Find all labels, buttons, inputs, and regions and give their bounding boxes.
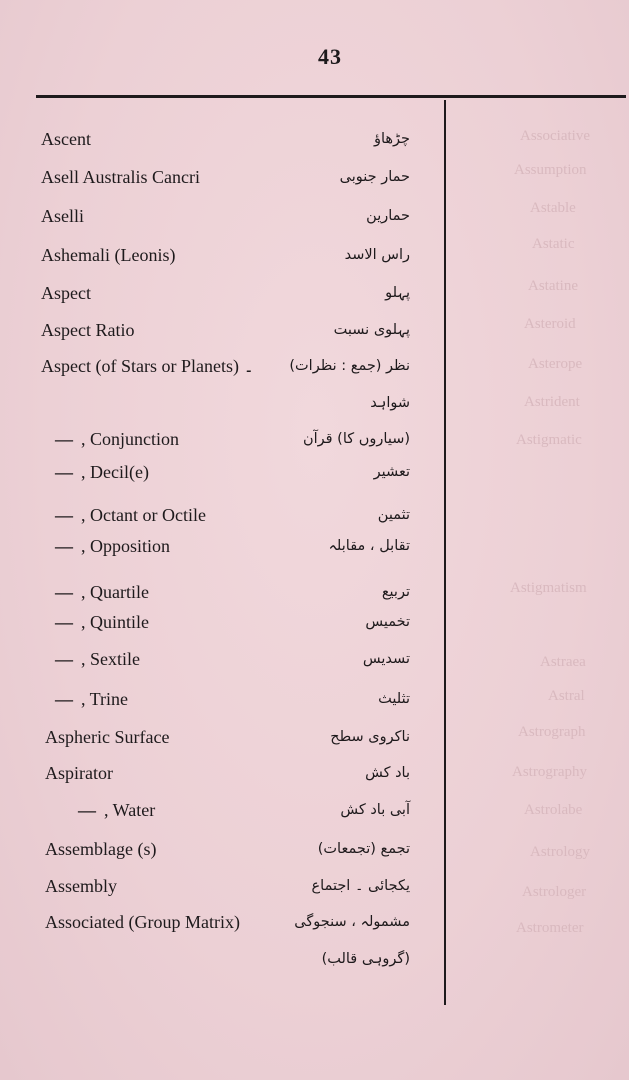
english-term: Ascent <box>41 129 91 149</box>
urdu-term: تخمیس <box>365 614 410 630</box>
dash-mark: — <box>55 649 73 669</box>
entry-row <box>0 355 440 385</box>
urdu-term: (سیاروں کا) قرآن <box>302 431 410 447</box>
top-rule <box>36 95 626 98</box>
english-subterm <box>55 461 149 483</box>
entry-row <box>0 128 440 158</box>
bleed-through-text: Astatine <box>528 278 578 294</box>
bleed-through-text: Astrology <box>530 844 590 860</box>
entry-row <box>0 244 440 274</box>
entry-row <box>0 688 440 718</box>
entry-row <box>0 319 440 349</box>
english-subterm <box>55 581 149 603</box>
entry-row <box>0 205 440 235</box>
urdu-term: تقابل ، مقابلہ <box>328 538 410 554</box>
english-term: Aselli <box>41 206 84 226</box>
urdu-term: تجمع (تجمعات) <box>317 841 410 857</box>
entry-row <box>0 726 440 756</box>
urdu-term: باد کش <box>365 765 410 781</box>
entry-row <box>0 762 440 792</box>
english-term: Assembly <box>45 876 117 896</box>
english-term: , Sextile <box>81 649 140 669</box>
english-term: Associated (Group Matrix) <box>45 912 240 932</box>
bleed-through-text: Astrography <box>512 764 587 780</box>
dash-mark: — <box>55 612 73 632</box>
english-term: , Opposition <box>81 536 171 556</box>
urdu-term: یکجائی ۔ اجتماع <box>311 878 410 894</box>
bleed-through-text: Astrident <box>524 394 580 410</box>
entry-row <box>0 428 440 458</box>
dash-mark: — <box>55 582 73 602</box>
entry-row <box>0 875 440 905</box>
english-term: Aspect Ratio <box>41 320 135 340</box>
english-subterm <box>78 799 155 821</box>
entry-row <box>0 282 440 312</box>
english-term: Aspirator <box>45 763 113 783</box>
urdu-term: تسدیس <box>362 651 410 667</box>
urdu-term: حمارین <box>366 208 410 224</box>
urdu-term: چڑھاؤ <box>373 131 410 147</box>
bleed-through-text: Astrolabe <box>524 802 583 818</box>
bleed-through-text: Astral <box>548 688 585 704</box>
entry-row <box>0 461 440 491</box>
english-subterm <box>55 504 206 526</box>
urdu-term: پہلو <box>385 285 410 301</box>
urdu-term: شواہد <box>370 395 410 411</box>
page-number: 43 <box>318 44 342 69</box>
english-term: , Conjunction <box>81 429 179 449</box>
urdu-term: نظر (جمع : نظرات) <box>289 358 410 374</box>
english-subterm <box>55 535 170 557</box>
dash-mark: — <box>55 689 73 709</box>
english-term: , Octant or Octile <box>81 505 206 525</box>
bleed-through-text: Asteroid <box>524 316 576 332</box>
urdu-term: مشمولہ ، سنجوگی <box>294 914 410 930</box>
urdu-term: تثمین <box>377 507 410 523</box>
urdu-term: تثلیث <box>378 691 410 707</box>
english-subterm <box>55 428 179 450</box>
bleed-through-text: Asterope <box>528 356 583 372</box>
english-term: Aspect (of Stars or Planets) ۔ <box>41 356 255 376</box>
english-term: , Water <box>104 800 156 820</box>
english-term: Asell Australis Cancri <box>41 167 200 187</box>
urdu-term: تربیع <box>381 584 410 600</box>
entry-row <box>0 611 440 641</box>
english-subterm <box>55 611 149 633</box>
bleed-through-text: Astatic <box>532 236 575 252</box>
urdu-term: آبی باد کش <box>340 802 410 818</box>
urdu-term: راس الاسد <box>344 247 410 263</box>
dash-mark: — <box>55 462 73 482</box>
dash-mark: — <box>55 505 73 525</box>
bleed-through-text: Astraea <box>540 654 586 670</box>
english-term: , Quartile <box>81 582 149 602</box>
entry-row <box>0 648 440 678</box>
bleed-through-text: Astigmatism <box>510 580 587 596</box>
entry-row <box>0 581 440 611</box>
entry-row <box>0 911 440 941</box>
entry-row <box>0 166 440 196</box>
english-term: Ashemali (Leonis) <box>41 245 176 265</box>
entry-row-continuation <box>0 392 440 422</box>
english-term: Aspect <box>41 283 91 303</box>
urdu-term: تعشیر <box>373 464 410 480</box>
entry-row-continuation <box>0 948 440 978</box>
bleed-through-text: Astigmatic <box>516 432 582 448</box>
dash-mark: — <box>78 800 96 820</box>
bleed-through-text: Astable <box>530 200 576 216</box>
english-term: , Decil(e) <box>81 462 149 482</box>
english-term: Aspheric Surface <box>45 727 170 747</box>
bleed-through-text: Astrologer <box>522 884 587 900</box>
urdu-term: (گروہی قالب) <box>321 951 410 967</box>
urdu-term: حمار جنوبی <box>339 169 410 185</box>
bleed-through-text: Associative <box>520 128 590 144</box>
bleed-through-text: Astrograph <box>518 724 586 740</box>
entry-row <box>0 838 440 868</box>
dash-mark: — <box>55 429 73 449</box>
english-term: , Trine <box>81 689 129 709</box>
entry-row <box>0 799 440 829</box>
english-term: Assemblage (s) <box>45 839 157 859</box>
column-divider <box>444 100 446 1005</box>
urdu-term: پہلوی نسبت <box>333 322 410 338</box>
english-term: , Quintile <box>81 612 149 632</box>
entry-row <box>0 504 440 534</box>
urdu-term: ناکروی سطح <box>330 729 410 745</box>
english-subterm <box>55 648 140 670</box>
bleed-through-text: Assumption <box>514 162 587 178</box>
bleed-through-text: Astrometer <box>516 920 584 936</box>
dash-mark: — <box>55 536 73 556</box>
entry-row <box>0 535 440 565</box>
english-subterm <box>55 688 128 710</box>
